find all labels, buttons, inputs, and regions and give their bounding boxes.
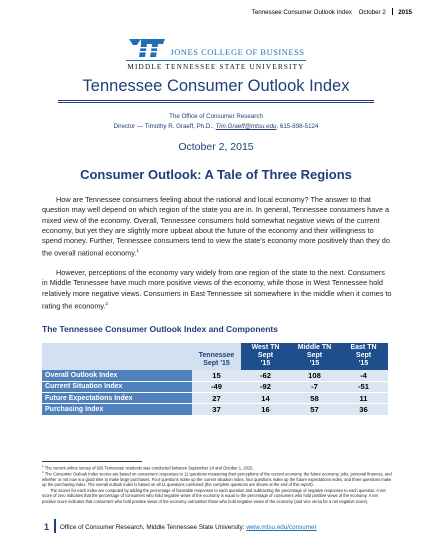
paragraph-1-text: How are Tennessee consumers feeling about the national and local economy? The answer to that question may well depend on which region of the state you are in. In general, Tennessee consumers have a mixed view of the economy. Overall, Tennessee consumers hold somewhat negative views of the current economy, but yet they are slightly more upbeat about the future of the economy and their willingness to spend money. Further, Tennessee consumers tend to view the state's economy more positively than they do the overall national economy.	[42, 195, 390, 258]
running-header-date: October 2	[358, 9, 386, 16]
header-middle-tn: Middle TN Sept '15	[290, 343, 339, 370]
running-header-divider	[392, 8, 393, 15]
table-row	[42, 392, 388, 403]
paragraph-1	[42, 195, 392, 259]
table-cell: 37	[192, 404, 241, 415]
footnote-ref-2: 2	[105, 300, 109, 306]
director-line	[0, 123, 432, 130]
header-west-tn: West TN Sept '15	[241, 343, 290, 370]
director-phone: , 615-898-5124	[276, 123, 319, 130]
title-rule-top	[58, 100, 374, 101]
table-row	[42, 404, 388, 415]
footnote-2: $^2$ The Consumer Outlook Index scores are based on consumers' responses to 11 questions measuring their perceptions of the current economy, the future economy, jobs, personal finances, and whether or not now is a good time to make large purchases. Four questions make up the current situation index, four questions make up the future expectations index, and three questions make up the purchasing index. The overall outlook index is based on all 11 questions combined (the complete questions are shown at the end of this report).	[42, 470, 392, 488]
header-tennessee: Tennessee Sept '15	[192, 343, 241, 370]
footer-text	[60, 524, 317, 531]
director-name: Director — Timothy R. Graeff, Ph.D.,	[113, 123, 216, 130]
table-cell: 27	[192, 392, 241, 403]
logo-divider	[126, 60, 306, 61]
page-number: 1	[44, 522, 50, 532]
row-label: Overall Outlook Index	[42, 370, 192, 381]
row-label: Current Situation Index	[42, 381, 192, 392]
report-title: Tennessee Consumer Outlook Index	[82, 77, 350, 95]
table-row	[42, 370, 388, 381]
university-logo	[0, 37, 432, 71]
table-cell: 58	[290, 392, 339, 403]
table-header-row	[42, 343, 388, 370]
outlook-index-table	[42, 343, 388, 416]
header-east-tn: East TN Sept '15	[339, 343, 388, 370]
table-cell: -62	[241, 370, 290, 381]
row-label: Purchasing Index	[42, 404, 192, 415]
table-cell: -4	[339, 370, 388, 381]
running-header	[252, 8, 412, 16]
running-header-title: Tennessee Consumer Outlook Index	[251, 9, 352, 16]
table-cell: 14	[241, 392, 290, 403]
footnote-3: The scores for each index are computed by adding the percentage of favorable responses to each question and subtracting the percentage of negative responses to each question. A net score of zero indicates that the percentage of consumers who hold negative views of the economy is equal to the percentage of consumers who hold positive views of the economy. A net positive score indicates that consumers who hold positive views of the economy outnumber those who hold negative views of the economy (and vice versa for a net negative score).	[42, 487, 386, 504]
director-email-link[interactable]: Tim.Graeff@mtsu.edu	[215, 123, 277, 130]
table-cell: 15	[192, 370, 241, 381]
table-cell: 108	[290, 370, 339, 381]
footer-org: Office of Consumer Research, Middle Tennessee State University:	[60, 524, 247, 531]
table-cell: -7	[290, 381, 339, 392]
college-name: JONES COLLEGE OF BUSINESS	[170, 47, 305, 57]
table-cell: 36	[339, 404, 388, 415]
table-cell: -92	[241, 381, 290, 392]
header-blank-cell	[42, 343, 192, 370]
university-name: MIDDLE TENNESSEE STATE UNIVERSITY	[127, 63, 305, 71]
paragraph-2-text: However, perceptions of the economy vary widely from one region of the state to the next. Consumers in Middle Tennessee have much more positive views of the economy, while those in West Tennessee hold relatively more negative views. Consumers in East Tennessee sit somewhere in the middle when it comes to rating the economy.	[42, 268, 392, 311]
table-row	[42, 381, 388, 392]
footnote-ref-1: 1	[136, 248, 139, 254]
footnote-divider	[42, 461, 142, 462]
paragraph-2	[42, 268, 392, 312]
title-rule-bottom	[58, 102, 374, 103]
running-header-year: 2015	[398, 9, 412, 16]
footer-divider	[54, 519, 56, 533]
table-cell: -51	[339, 381, 388, 392]
footnote-1: $^1$ The current online survey of 626 Tennessee residents was conducted between September 24 and October 1, 2015.	[42, 464, 254, 471]
table-cell: 57	[290, 404, 339, 415]
table-cell: 11	[339, 392, 388, 403]
row-label: Future Expectations Index	[42, 392, 192, 403]
report-date: October 2, 2015	[178, 141, 254, 153]
table-cell: -49	[192, 381, 241, 392]
table-title: The Tennessee Consumer Outlook Index and Components	[42, 324, 278, 334]
office-name: The Office of Consumer Research	[169, 113, 263, 120]
mtsu-logo-icon	[127, 37, 167, 59]
section-headline: Consumer Outlook: A Tale of Three Regions	[80, 167, 352, 182]
footer-url-link[interactable]: www.mtsu.edu/consumer	[246, 524, 317, 531]
table-cell: 16	[241, 404, 290, 415]
